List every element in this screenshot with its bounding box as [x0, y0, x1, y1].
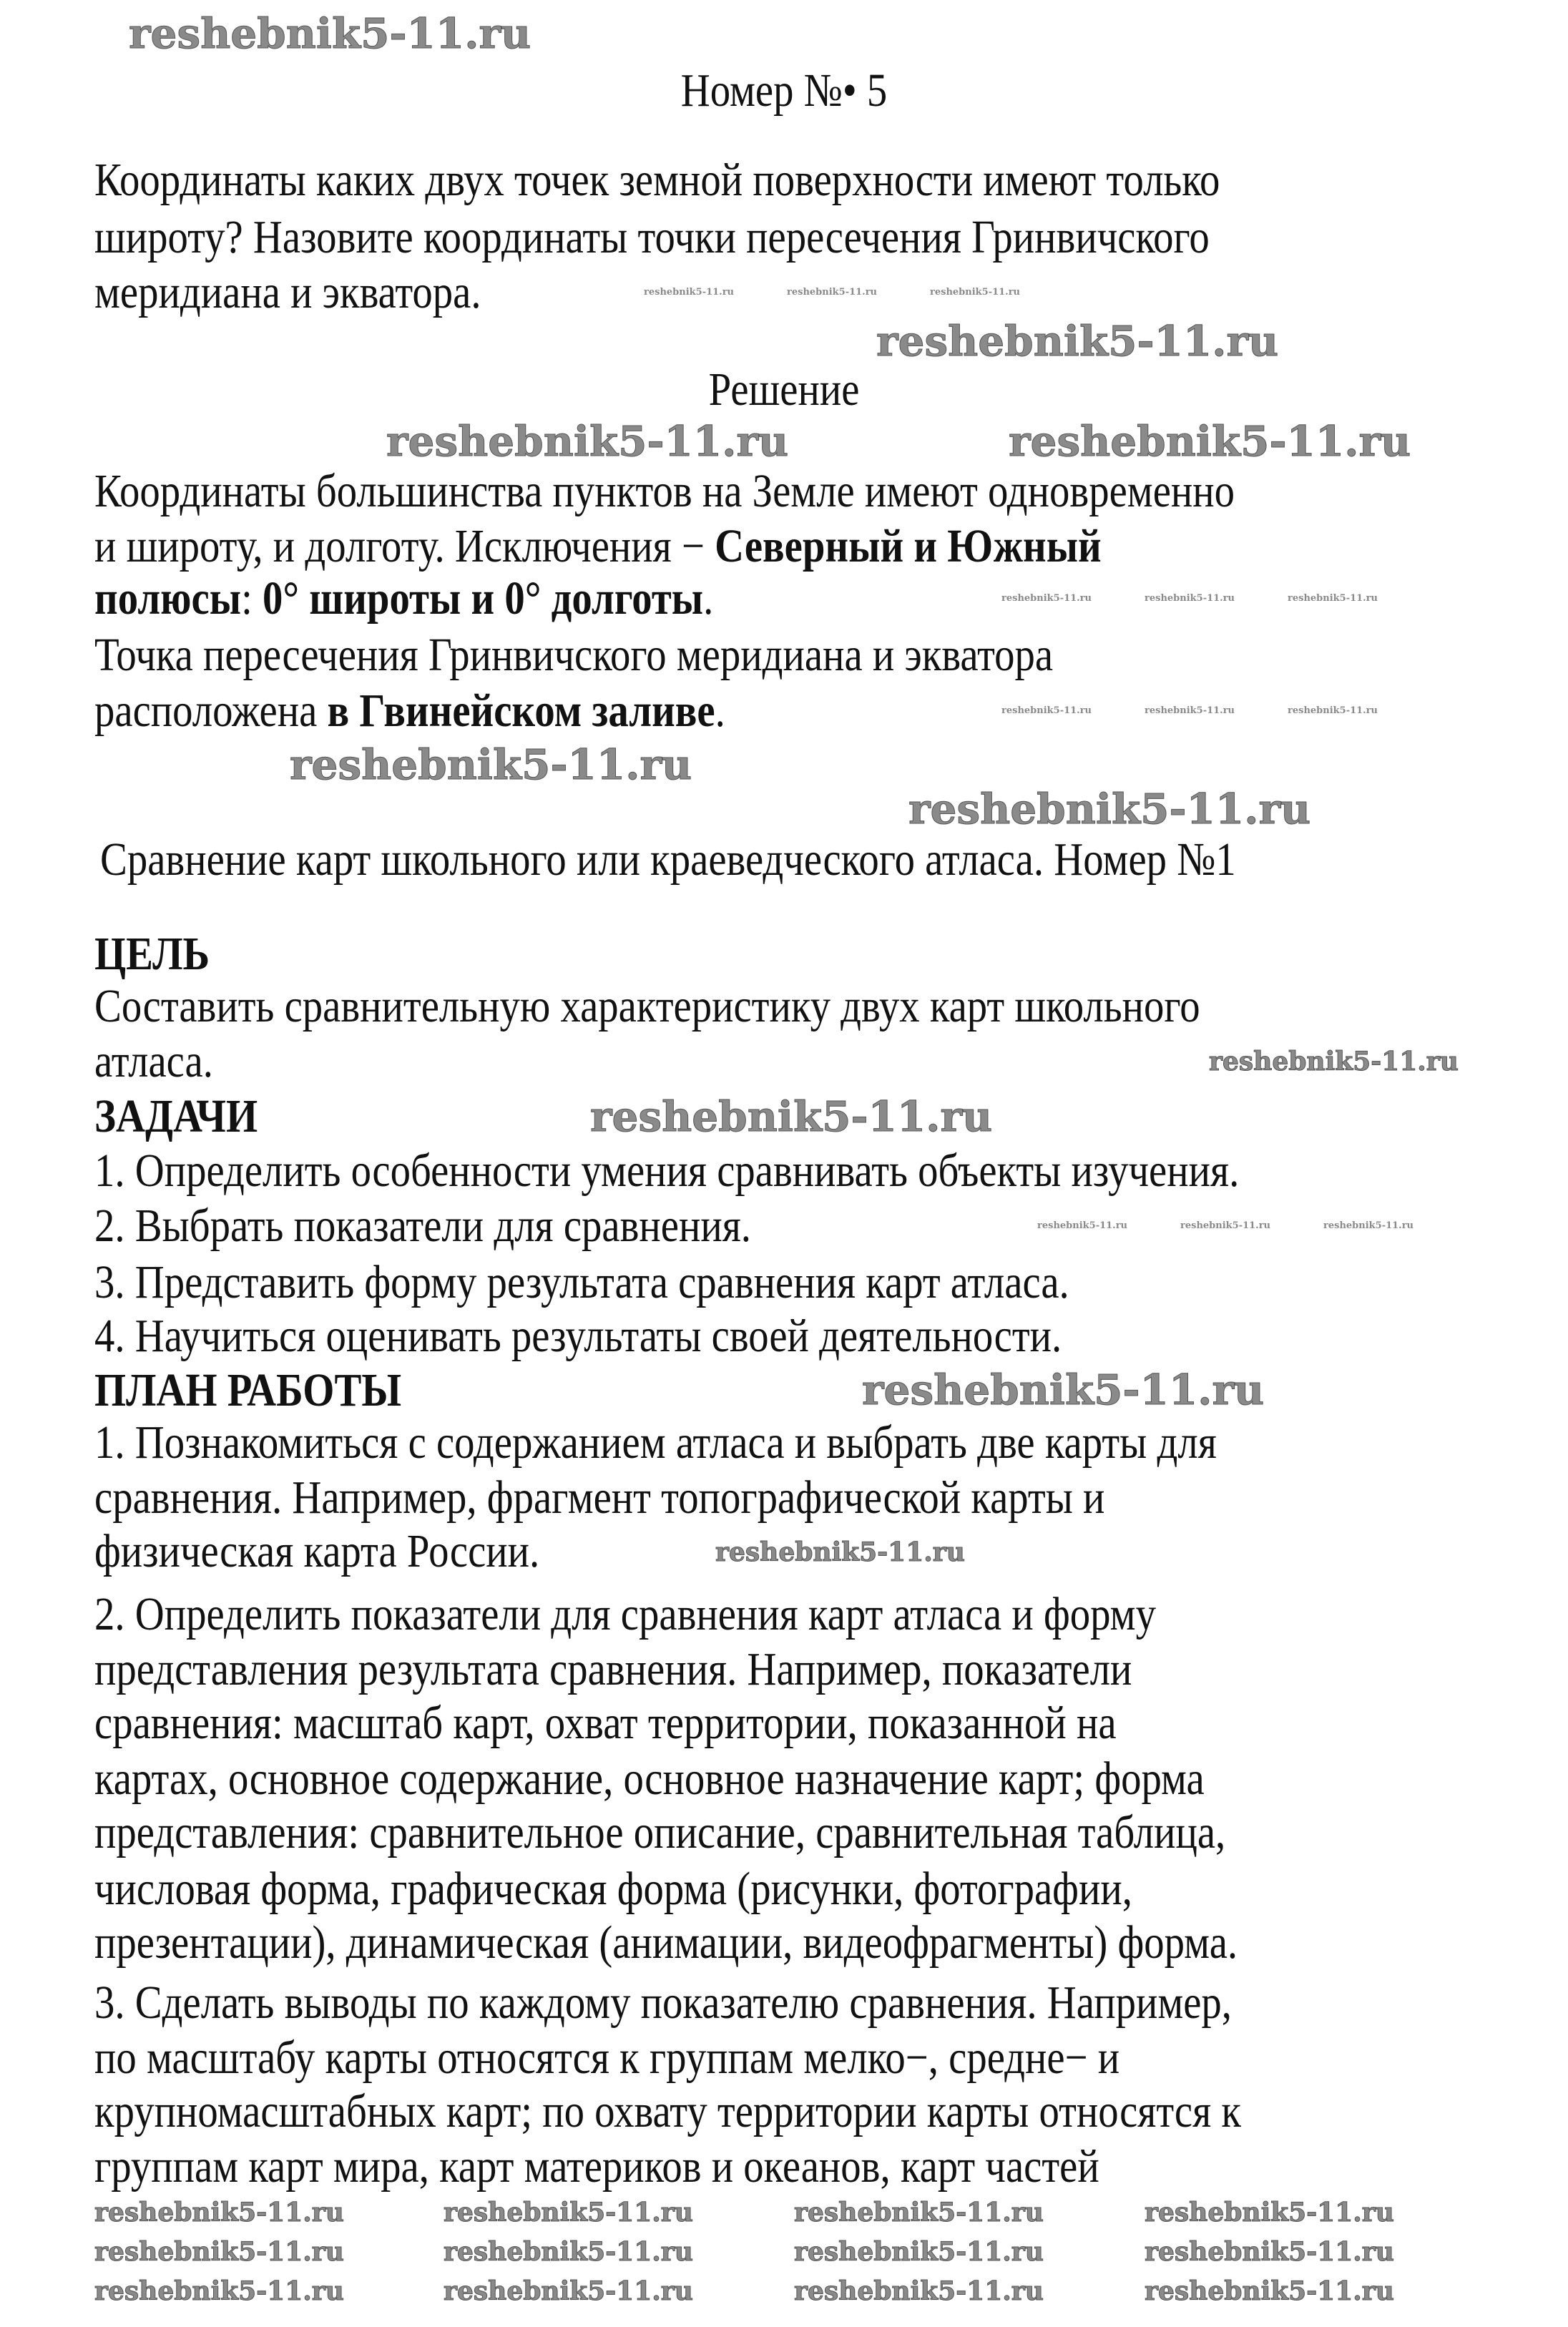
text-segment: Точка пересечения Гринвичского меридиана и экватора: [94, 629, 1054, 681]
watermark: reshebnik5-11.ru: [1009, 417, 1411, 466]
watermark: reshebnik5-11.ru: [1145, 705, 1235, 716]
text-line: [94, 1037, 213, 1087]
bold-text: 0° широты и 0° долготы: [263, 572, 704, 624]
text-segment: .: [715, 685, 725, 737]
text-line: [94, 1978, 1232, 2028]
text-line: [94, 686, 725, 736]
text-segment: сравнения: масштаб карт, охват территории, показанной на: [94, 1697, 1117, 1749]
text-line: [94, 1146, 1239, 1196]
text-line: [94, 2087, 1241, 2137]
text-segment: Решение: [708, 363, 860, 416]
watermark: reshebnik5-11.ru: [1145, 2276, 1394, 2306]
text-line: [94, 1527, 539, 1577]
watermark: reshebnik5-11.ru: [444, 2276, 693, 2306]
watermark: reshebnik5-11.ru: [908, 785, 1311, 833]
text-line: [94, 1418, 1217, 1468]
text-segment: 1. Определить особенности умения сравнивать объекты изучения.: [94, 1145, 1240, 1197]
text-segment: числовая форма, графическая форма (рисунки, фотографии,: [94, 1863, 1132, 1915]
bold-text: ЦЕЛЬ: [94, 928, 210, 980]
text-segment: атласа.: [94, 1035, 213, 1087]
watermark: reshebnik5-11.ru: [1288, 705, 1378, 716]
watermark: reshebnik5-11.ru: [1037, 1220, 1128, 1231]
watermark: reshebnik5-11.ru: [1180, 1220, 1271, 1231]
text-segment: по масштабу карты относятся к группам мелко−, средне− и: [94, 2032, 1120, 2084]
watermark: reshebnik5-11.ru: [794, 2237, 1044, 2267]
watermark: reshebnik5-11.ru: [644, 287, 735, 298]
text-line: [94, 521, 1102, 572]
watermark: reshebnik5-11.ru: [1288, 593, 1378, 604]
watermark: reshebnik5-11.ru: [290, 740, 692, 789]
text-segment: Составить сравнительную характеристику двух карт школьного: [94, 980, 1200, 1032]
text-line: [94, 212, 1210, 263]
watermark: reshebnik5-11.ru: [1145, 593, 1235, 604]
text-segment: меридиана и экватора.: [94, 266, 481, 318]
text-segment: представления результата сравнения. Например, показатели: [94, 1643, 1132, 1695]
text-segment: 1. Познакомиться с содержанием атласа и выбрать две карты для: [94, 1416, 1217, 1469]
text-segment: 2. Выбрать показатели для сравнения.: [94, 1200, 752, 1252]
watermark: reshebnik5-11.ru: [1145, 2198, 1394, 2228]
bold-text: полюсы: [94, 572, 242, 624]
watermark: reshebnik5-11.ru: [715, 1537, 965, 1567]
watermark: reshebnik5-11.ru: [1209, 1047, 1459, 1077]
text-line: [94, 1864, 1132, 1914]
text-segment: Координаты каких двух точек земной поверхности имеют только: [94, 154, 1220, 206]
text-segment: и широту, и долготу. Исключения −: [94, 520, 715, 572]
text-line: [94, 1918, 1238, 1968]
bold-text: ПЛАН РАБОТЫ: [94, 1364, 402, 1416]
text-line: [94, 630, 1053, 680]
text-segment: сравнения. Например, фрагмент топографической карты и: [94, 1471, 1105, 1524]
watermark: reshebnik5-11.ru: [94, 2237, 344, 2267]
bold-text: Северный и Южный: [715, 520, 1102, 572]
text-line: [94, 1258, 1069, 1308]
text-line: [94, 929, 210, 979]
text-line: [94, 155, 1220, 205]
text-line: [94, 1589, 1156, 1640]
watermark: reshebnik5-11.ru: [129, 9, 531, 58]
text-segment: крупномасштабных карт; по охвату территории карты относятся к: [94, 2085, 1241, 2137]
text-segment: Номер №• 5: [680, 64, 888, 117]
text-line: [94, 1754, 1205, 1804]
text-line: [94, 466, 1235, 516]
text-segment: 3. Представить форму результата сравнения карт атласа.: [94, 1256, 1069, 1308]
watermark: reshebnik5-11.ru: [794, 2198, 1044, 2228]
watermark: reshebnik5-11.ru: [386, 417, 789, 466]
text-segment: Сравнение карт школьного или краеведческого атласа. Номер №1: [100, 833, 1236, 886]
text-segment: картах, основное содержание, основное назначение карт; форма: [94, 1753, 1205, 1805]
text-line: [94, 981, 1200, 1032]
text-line: [100, 835, 1236, 885]
watermark: reshebnik5-11.ru: [444, 2237, 693, 2267]
watermark: reshebnik5-11.ru: [1145, 2237, 1394, 2267]
watermark: reshebnik5-11.ru: [1323, 1220, 1414, 1231]
text-line: [94, 1092, 258, 1142]
bold-text: в Гвинейском заливе: [327, 685, 715, 737]
watermark: reshebnik5-11.ru: [1001, 593, 1092, 604]
text-line: [94, 2033, 1119, 2083]
text-segment: :: [241, 572, 263, 624]
watermark: reshebnik5-11.ru: [590, 1092, 993, 1141]
text-segment: расположена: [94, 685, 328, 737]
solution-heading: [709, 365, 860, 415]
watermark: reshebnik5-11.ru: [930, 287, 1021, 298]
text-segment: презентации), динамическая (анимации, видеофрагменты) форма.: [94, 1916, 1238, 1969]
watermark: reshebnik5-11.ru: [876, 317, 1279, 366]
text-segment: Координаты большинства пунктов на Земле имеют одновременно: [94, 465, 1235, 517]
text-line: [94, 268, 481, 318]
text-line: [94, 1645, 1132, 1695]
bold-text: ЗАДАЧИ: [94, 1090, 258, 1142]
text-segment: физическая карта России.: [94, 1525, 540, 1577]
text-line: [94, 1698, 1117, 1748]
watermark: reshebnik5-11.ru: [94, 2276, 344, 2306]
watermark: reshebnik5-11.ru: [1001, 705, 1092, 716]
watermark: reshebnik5-11.ru: [444, 2198, 693, 2228]
text-line: [94, 574, 713, 624]
watermark: reshebnik5-11.ru: [862, 1366, 1265, 1414]
text-line: [94, 1311, 1062, 1361]
text-segment: .: [703, 572, 714, 624]
text-line: [94, 1201, 751, 1251]
text-segment: широту? Назовите координаты точки пересечения Гринвичского: [94, 211, 1210, 263]
watermark: reshebnik5-11.ru: [787, 287, 878, 298]
text-segment: 4. Научиться оценивать результаты своей деятельности.: [94, 1310, 1062, 1362]
text-segment: 2. Определить показатели для сравнения карт атласа и форму: [94, 1588, 1156, 1640]
text-line: [94, 1473, 1104, 1523]
text-line: [94, 2142, 1099, 2192]
task-title: [681, 66, 888, 116]
text-segment: представления: сравнительное описание, сравнительная таблица,: [94, 1806, 1226, 1858]
text-line: [94, 1366, 401, 1416]
text-segment: группам карт мира, карт материков и океанов, карт частей: [94, 2140, 1099, 2193]
text-line: [94, 1808, 1225, 1858]
text-segment: 3. Сделать выводы по каждому показателю сравнения. Например,: [94, 1976, 1233, 2029]
watermark: reshebnik5-11.ru: [794, 2276, 1044, 2306]
watermark: reshebnik5-11.ru: [94, 2198, 344, 2228]
